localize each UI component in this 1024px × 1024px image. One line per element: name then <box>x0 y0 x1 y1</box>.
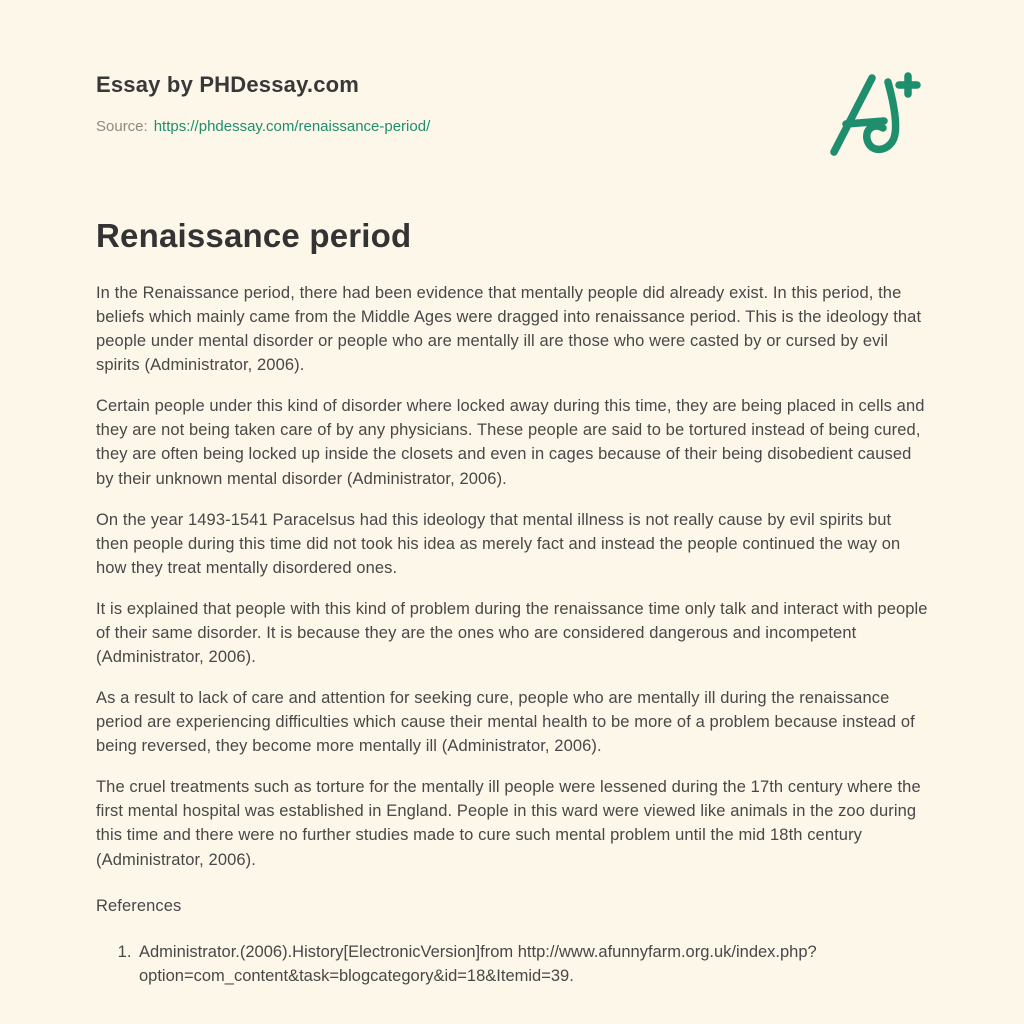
header-text-block <box>96 72 928 135</box>
essay-body <box>96 217 928 988</box>
essay-paragraph-2: Certain people under this kind of disorder where locked away during this time, they are being placed in cells and they are not being taken care of by any physicians. These people are said to be tortured instead of being cured, they are often being locked up inside the closets and even in cages because of their being disobedient caused by their unknown mental disorder (Administrator, 2006). <box>96 397 925 488</box>
essay-paragraph-3: On the year 1493-1541 Paracelsus had this ideology that mental illness is not really cause by evil spirits but then people during this time did not took his idea as merely fact and instead the people continued the way on how they treat mentally disordered ones. <box>96 510 901 577</box>
reference-item: 1. Administrator.(2006).History[ElectronicVersion]from http://www.afunnyfarm.org.uk/index.php?option=com_content&task=blogcategory&id=18&Itemid=39. <box>136 940 928 988</box>
source-label: Source: <box>96 118 148 135</box>
a-plus-monogram-icon <box>818 68 928 163</box>
essay-paragraph-5: As a result to lack of care and attention for seeking cure, people who are mentally ill during the renaissance period are experiencing difficulties which cause their mental health to be more of a problem because instead of being reversed, they become more mentally ill (Administrator, 2006). <box>96 689 915 756</box>
source-line <box>96 118 928 135</box>
essay-paragraph-1: In the Renaissance period, there had been evidence that mentally people did already exist. In this period, the beliefs which mainly came from the Middle Ages were dragged into renaissance period. This is the ideology that people under mental disorder or people who are mentally ill are those who were casted by or cursed by evil spirits (Administrator, 2006). <box>96 284 922 375</box>
page-header <box>96 72 928 135</box>
brand-title: Essay by PHDessay.com <box>96 72 360 97</box>
essay-paragraph-6: The cruel treatments such as torture for the mentally ill people were lessened during the 17th century where the first mental hospital was established in England. People in this ward were viewed like animals in the zoo during this time and there were no further studies made to cure such mental problem until the mid 18th century (Administrator, 2006). <box>96 778 921 869</box>
essay-paragraph-4: It is explained that people with this kind of problem during the renaissance time only talk and interact with people of their same disorder. It is because they are the ones who are considered dangerous and incompetent (Administrator, 2006). <box>96 599 928 667</box>
references-heading: References <box>96 896 182 915</box>
source-link[interactable]: https://phdessay.com/renaissance-period/ <box>153 118 431 135</box>
essay-title: Renaissance period <box>96 217 412 254</box>
references-list <box>96 940 928 988</box>
phdessay-logo-icon <box>818 68 928 163</box>
